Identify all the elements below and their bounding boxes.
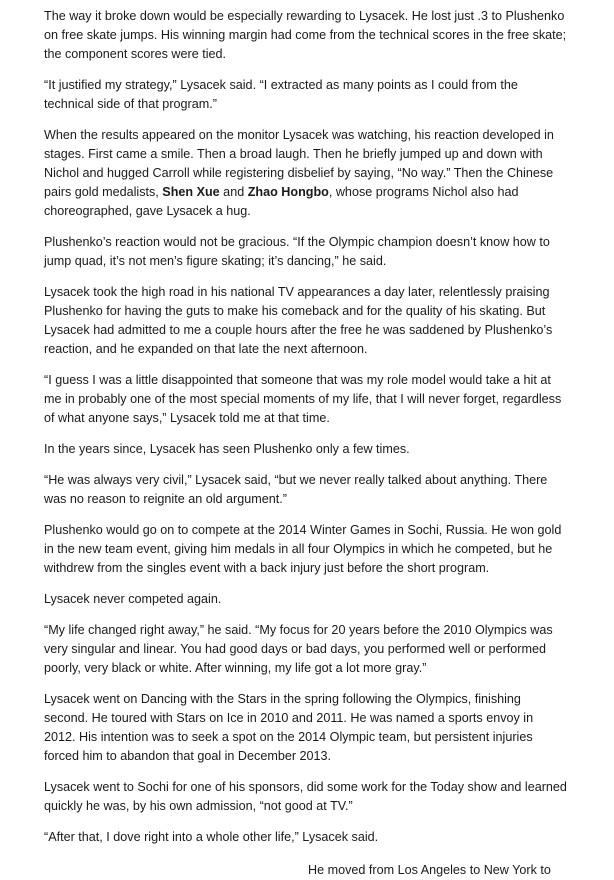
paragraph-14: “After that, I dove right into a whole other life,” Lysacek said. <box>44 830 379 844</box>
paragraph-4: Plushenko’s reaction would not be gracious. “If the Olympic champion doesn’t know how to jump quad, it’s not men’s figure skating; it’s dancing,” he said. <box>44 235 550 268</box>
paragraph-3-text-after: , whose programs Nichol also had choreographed, gave Lysacek a hug. <box>44 185 519 218</box>
paragraph-6: “I guess I was a little disappointed that someone that was my role model would take a hit at me in probably one of the most special moments of my life, that I will never forget, regardless of what anyone says,” Lysacek told me at that time. <box>44 373 562 425</box>
paragraph-3-text-middle: and <box>219 185 248 199</box>
paragraph-12: Lysacek went on Dancing with the Stars in the spring following the Olympics, finishing second. He toured with Stars on Ice in 2010 and 2011. He was named a sports envoy in 2012. His intention was to seek a spot on the 2014 Olympic team, but persistent injuries forced him to abandon that goal in December 2013. <box>44 692 534 763</box>
paragraph-3 <box>44 126 568 221</box>
paragraph-5: Lysacek took the high road in his national TV appearances a day later, relentlessly praising Plushenko for having the guts to make his comeback and for the quality of his skating. But Lysacek had admitted to me a couple hours after the free he was saddened by Plushenko’s reaction, and he expanded on that late the next afternoon. <box>44 285 553 356</box>
trailing-text-line: He moved from Los Angeles to New York to <box>308 863 551 877</box>
paragraph-2: “It justified my strategy,” Lysacek said. “I extracted as many points as I could from the technical side of that program.” <box>44 78 518 111</box>
paragraph-9: Plushenko would go on to compete at the 2014 Winter Games in Sochi, Russia. He won gold in the new team event, giving him medals in all four Olympics in which he competed, but he withdrew from the singles event with a back injury just before the short program. <box>44 523 562 575</box>
paragraph-7: In the years since, Lysacek has seen Plushenko only a few times. <box>44 442 410 456</box>
paragraph-8: “He was always very civil,” Lysacek said, “but we never really talked about anything. There was no reason to reignite an old argument.” <box>44 473 548 506</box>
name-zhao-hongbo: Zhao Hongbo <box>247 185 329 199</box>
article-body <box>44 7 568 859</box>
paragraph-11: “My life changed right away,” he said. “My focus for 20 years before the 2010 Olympics was very singular and linear. You had good days or bad days, you performed well or performed poorly, very black or white. After winning, my life got a lot more gray.” <box>44 623 553 675</box>
paragraph-1: The way it broke down would be especially rewarding to Lysacek. He lost just .3 to Plushenko on free skate jumps. His winning margin had come from the technical scores in the free skate; the component scores were tied. <box>44 9 567 61</box>
paragraph-3-text-before: When the results appeared on the monitor Lysacek was watching, his reaction developed in stages. First came a smile. Then a broad laugh. Then he briefly jumped up and down with Nichol and hugged Carroll while registering disbelief by saying, “No way.” Then the Chinese pairs gold medalists, <box>44 128 554 199</box>
name-shen-xue: Shen Xue <box>162 185 220 199</box>
paragraph-13: Lysacek went to Sochi for one of his sponsors, did some work for the Today show and learned quickly he was, by his own admission, “not good at TV.” <box>44 780 567 813</box>
paragraph-10: Lysacek never competed again. <box>44 592 222 606</box>
